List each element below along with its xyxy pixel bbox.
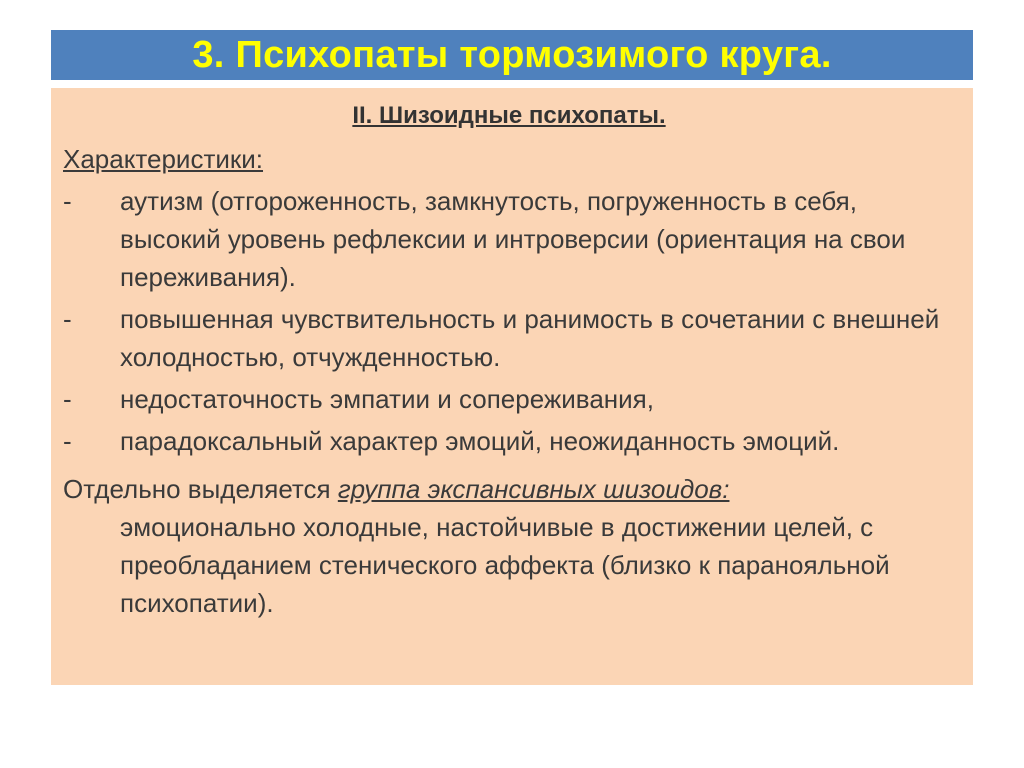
list-item: [63, 380, 955, 418]
bullet-dash: -: [63, 304, 72, 334]
note-lead: Отдельно выделяется: [63, 474, 338, 504]
list-item-text: повышенная чувствительность и ранимость в сочетании с внешней холодностью, отчужденностью.: [120, 304, 940, 372]
bullet-dash: -: [63, 186, 72, 216]
list-item: [63, 300, 955, 376]
content-box: [51, 88, 973, 685]
bullet-dash: -: [63, 384, 72, 414]
list-item-text: парадоксальный характер эмоций, неожиданность эмоций.: [120, 426, 840, 456]
note-description: эмоционально холодные, настойчивые в достижении целей, с преобладанием стенического аффекта (близко к паранояльной психопатии).: [120, 512, 890, 618]
characteristics-heading: Характеристики:: [63, 144, 264, 174]
note-paragraph: [63, 470, 955, 622]
note-lead-line: [63, 470, 955, 508]
note-emphasis: группа экспансивных шизоидов:: [337, 474, 730, 504]
list-item: [63, 422, 955, 460]
list-item-text: недостаточность эмпатии и сопереживания,: [120, 384, 654, 414]
slide-subtitle: II. Шизоидные психопаты.: [352, 102, 666, 129]
slide-title: 3. Психопаты тормозимого круга.: [192, 33, 832, 76]
title-bar: [51, 30, 973, 80]
bullet-dash: -: [63, 426, 72, 456]
list-item-text: аутизм (отгороженность, замкнутость, погруженность в себя, высокий уровень рефлексии и интроверсии (ориентация на свои переживания).: [120, 186, 906, 292]
list-item: [63, 182, 955, 296]
